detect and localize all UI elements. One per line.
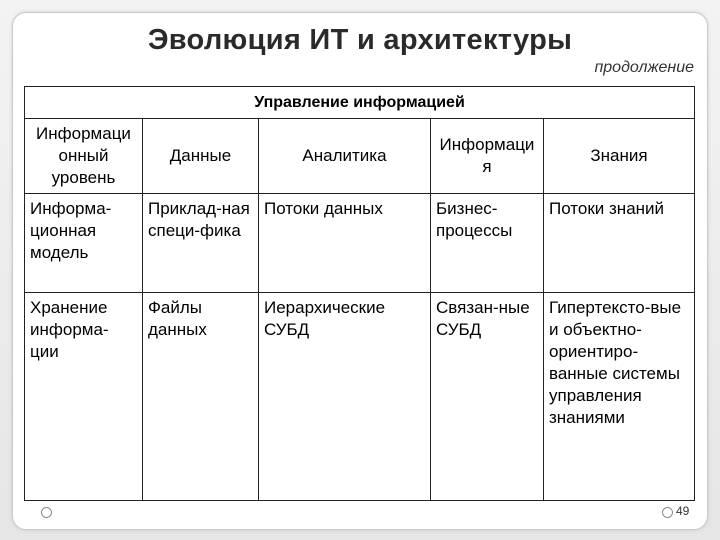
table-cell: Потоки знаний bbox=[544, 194, 695, 293]
slide-title: Эволюция ИТ и архитектуры bbox=[147, 24, 573, 56]
table-cell: Файлы данных bbox=[143, 293, 259, 501]
column-header: Аналитика bbox=[259, 119, 431, 194]
column-header: Данные bbox=[143, 119, 259, 194]
footer-bullet-icon bbox=[41, 507, 52, 518]
slide-subtitle: продолжение bbox=[594, 59, 694, 76]
info-management-table bbox=[24, 86, 695, 501]
table-header: Управление информацией bbox=[25, 87, 695, 119]
column-header: Информаци я bbox=[431, 119, 544, 194]
table-cell: Гипертексто-вые и объектно-ориентиро-ванные системы управления знаниями bbox=[544, 293, 695, 501]
table-cell: Приклад-ная специ-фика bbox=[143, 194, 259, 293]
column-header: Знания bbox=[544, 119, 695, 194]
table-cell: Связан-ные СУБД bbox=[431, 293, 544, 501]
table-cell: Бизнес-процессы bbox=[431, 194, 544, 293]
table-cell: Иерархические СУБД bbox=[259, 293, 431, 501]
table-cell: Хранение информа-ции bbox=[25, 293, 143, 501]
footer-bullet-icon bbox=[662, 507, 673, 518]
table-cell: Информа-ционная модель bbox=[25, 194, 143, 293]
table-row bbox=[25, 293, 695, 501]
table-row bbox=[25, 194, 695, 293]
page-number: 49 bbox=[676, 504, 690, 518]
column-header: Информаци онный уровень bbox=[25, 119, 143, 194]
table-cell: Потоки данных bbox=[259, 194, 431, 293]
